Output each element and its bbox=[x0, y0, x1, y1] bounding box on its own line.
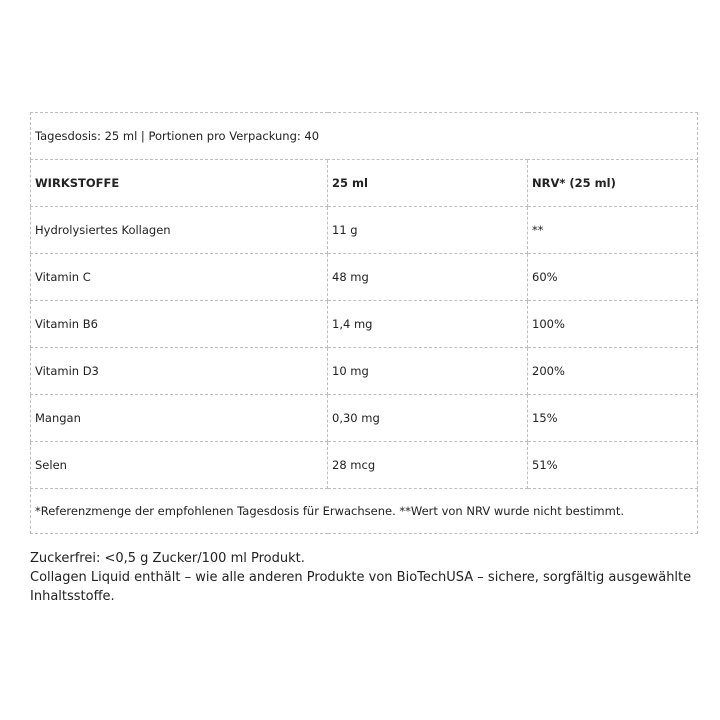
table-header-row bbox=[31, 160, 698, 207]
dosage-info: Tagesdosis: 25 ml | Portionen pro Verpackung: 40 bbox=[31, 113, 698, 160]
table-row bbox=[31, 254, 698, 301]
nutrition-table bbox=[30, 112, 698, 534]
ingredient-amount: 10 mg bbox=[328, 348, 528, 395]
table-row bbox=[31, 301, 698, 348]
header-ingredient: WIRKSTOFFE bbox=[31, 160, 328, 207]
sugar-note: Zuckerfrei: <0,5 g Zucker/100 ml Produkt. bbox=[30, 551, 305, 566]
ingredient-nrv: 51% bbox=[528, 442, 698, 489]
table-row bbox=[31, 395, 698, 442]
header-nrv: NRV* (25 ml) bbox=[528, 160, 698, 207]
ingredient-amount: 48 mg bbox=[328, 254, 528, 301]
table-row bbox=[31, 442, 698, 489]
table-footnote: *Referenzmenge der empfohlenen Tagesdosis für Erwachsene. **Wert von NRV wurde nicht bestimmt. bbox=[31, 489, 698, 534]
ingredient-nrv: 15% bbox=[528, 395, 698, 442]
ingredient-nrv: ** bbox=[528, 207, 698, 254]
header-amount: 25 ml bbox=[328, 160, 528, 207]
table-row bbox=[31, 207, 698, 254]
dosage-info-row bbox=[31, 113, 698, 160]
ingredient-name: Selen bbox=[31, 442, 328, 489]
product-notes bbox=[30, 549, 700, 606]
ingredient-name: Vitamin C bbox=[31, 254, 328, 301]
footnote-row bbox=[31, 489, 698, 534]
ingredient-nrv: 200% bbox=[528, 348, 698, 395]
product-description: Collagen Liquid enthält – wie alle anderen Produkte von BioTechUSA – sichere, sorgfältig ausgewählte Inhaltsstoffe. bbox=[30, 570, 692, 604]
ingredient-name: Mangan bbox=[31, 395, 328, 442]
ingredient-amount: 11 g bbox=[328, 207, 528, 254]
ingredient-amount: 28 mcg bbox=[328, 442, 528, 489]
ingredient-nrv: 60% bbox=[528, 254, 698, 301]
ingredient-nrv: 100% bbox=[528, 301, 698, 348]
ingredient-amount: 0,30 mg bbox=[328, 395, 528, 442]
ingredient-name: Hydrolysiertes Kollagen bbox=[31, 207, 328, 254]
ingredient-name: Vitamin D3 bbox=[31, 348, 328, 395]
ingredient-amount: 1,4 mg bbox=[328, 301, 528, 348]
ingredient-name: Vitamin B6 bbox=[31, 301, 328, 348]
table-row bbox=[31, 348, 698, 395]
